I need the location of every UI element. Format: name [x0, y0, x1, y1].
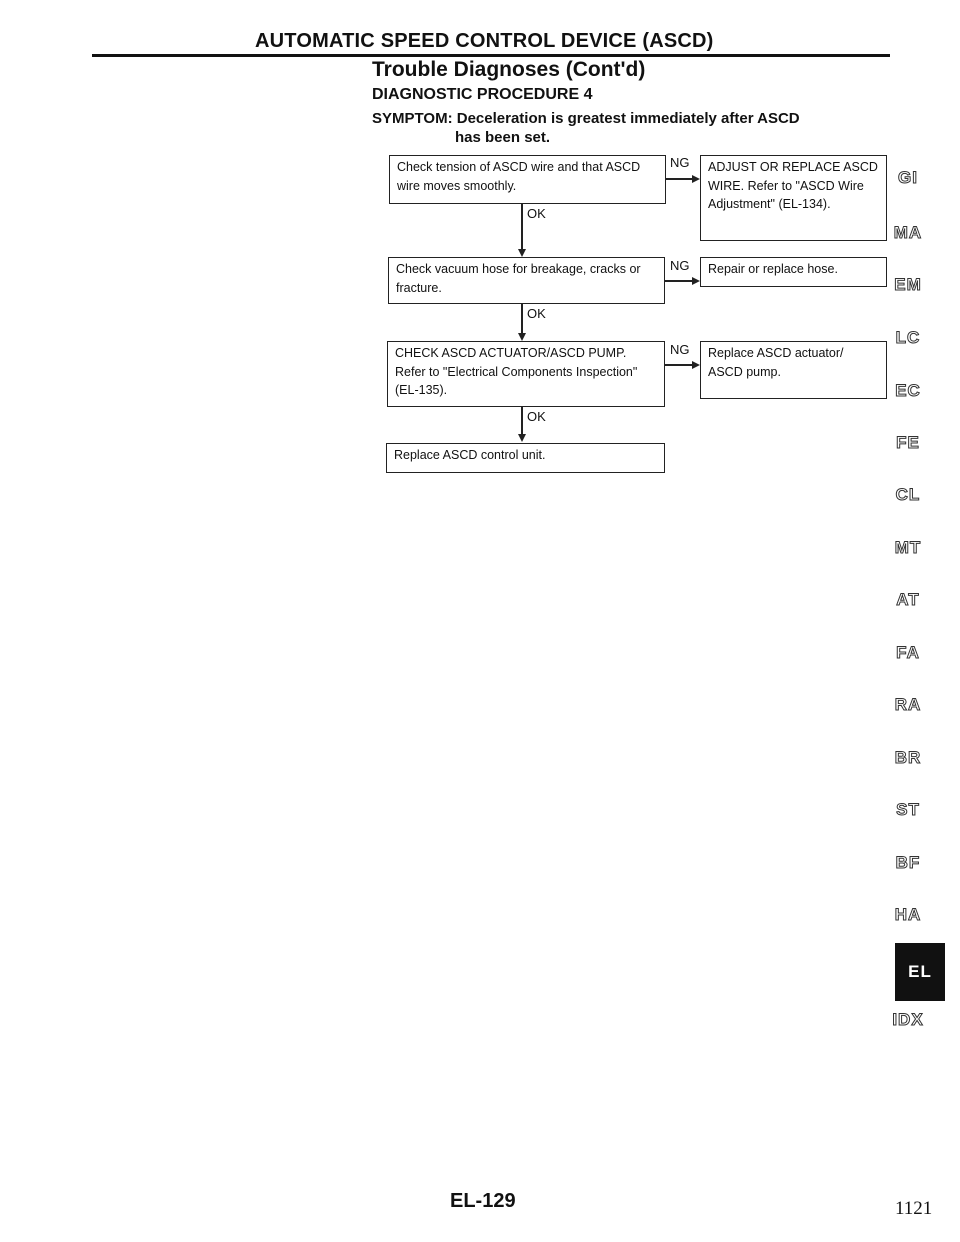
- tab-lc[interactable]: LC: [895, 328, 921, 347]
- ng-connector-2: [665, 280, 694, 282]
- ng-label-3: NG: [670, 342, 690, 357]
- step-2-box: Check vacuum hose for breakage, cracks or fracture.: [388, 257, 665, 304]
- arrow-right-icon: [692, 361, 700, 369]
- tab-ha[interactable]: HA: [894, 905, 922, 924]
- arrow-down-icon: [518, 434, 526, 442]
- tab-br[interactable]: BR: [894, 748, 922, 767]
- ng-action-2-box: Repair or replace hose.: [700, 257, 887, 287]
- ng-label-2: NG: [670, 258, 690, 273]
- tab-mt[interactable]: MT: [894, 538, 922, 557]
- arrow-down-icon: [518, 249, 526, 257]
- page-label: EL-129: [450, 1190, 516, 1212]
- arrow-right-icon: [692, 175, 700, 183]
- ok-connector-2: [521, 304, 523, 334]
- ng-label-1: NG: [670, 155, 690, 170]
- ng-action-3-box: Replace ASCD actuator/ ASCD pump.: [700, 341, 887, 399]
- symptom-text-1: Deceleration is greatest immediately after ASCD: [456, 110, 800, 127]
- tab-ma[interactable]: MA: [893, 223, 923, 242]
- arrow-down-icon: [518, 333, 526, 341]
- page-title: Trouble Diagnoses (Cont'd): [372, 58, 646, 81]
- step-4-box: Replace ASCD control unit.: [386, 443, 665, 473]
- arrow-right-icon: [692, 277, 700, 285]
- ng-connector-3: [665, 364, 694, 366]
- ok-label-2: OK: [527, 306, 546, 321]
- tab-fa[interactable]: FA: [896, 643, 920, 662]
- tab-at[interactable]: AT: [896, 590, 920, 609]
- tab-em[interactable]: EM: [894, 275, 922, 294]
- tab-ra[interactable]: RA: [894, 695, 922, 714]
- header-rule: [92, 54, 890, 57]
- tab-fe[interactable]: FE: [896, 433, 920, 452]
- ok-connector-3: [521, 407, 523, 435]
- page-number: 1121: [895, 1198, 933, 1219]
- section-header: AUTOMATIC SPEED CONTROL DEVICE (ASCD): [255, 30, 714, 52]
- tab-bf[interactable]: BF: [895, 853, 921, 872]
- ok-label-1: OK: [527, 206, 546, 221]
- procedure-title: DIAGNOSTIC PROCEDURE 4: [372, 86, 593, 103]
- ng-connector-1: [666, 178, 694, 180]
- tab-cl[interactable]: CL: [895, 485, 921, 504]
- tab-gi[interactable]: GI: [898, 168, 918, 187]
- step-3-box: CHECK ASCD ACTUATOR/ASCD PUMP. Refer to "Electrical Components Inspection" (EL-135).: [387, 341, 665, 407]
- symptom-text-2: has been set.: [455, 129, 551, 146]
- step-1-box: Check tension of ASCD wire and that ASCD wire moves smoothly.: [389, 155, 666, 204]
- symptom-label: SYMPTOM:: [372, 110, 453, 127]
- tab-el-active[interactable]: EL: [895, 943, 945, 1001]
- tab-st[interactable]: ST: [896, 800, 920, 819]
- tab-ec[interactable]: EC: [895, 381, 921, 400]
- ok-connector-1: [521, 204, 523, 250]
- tab-idx[interactable]: IDX: [892, 1010, 924, 1029]
- ok-label-3: OK: [527, 409, 546, 424]
- ng-action-1-box: ADJUST OR REPLACE ASCD WIRE. Refer to "ASCD Wire Adjustment" (EL-134).: [700, 155, 887, 241]
- symptom: [372, 109, 800, 147]
